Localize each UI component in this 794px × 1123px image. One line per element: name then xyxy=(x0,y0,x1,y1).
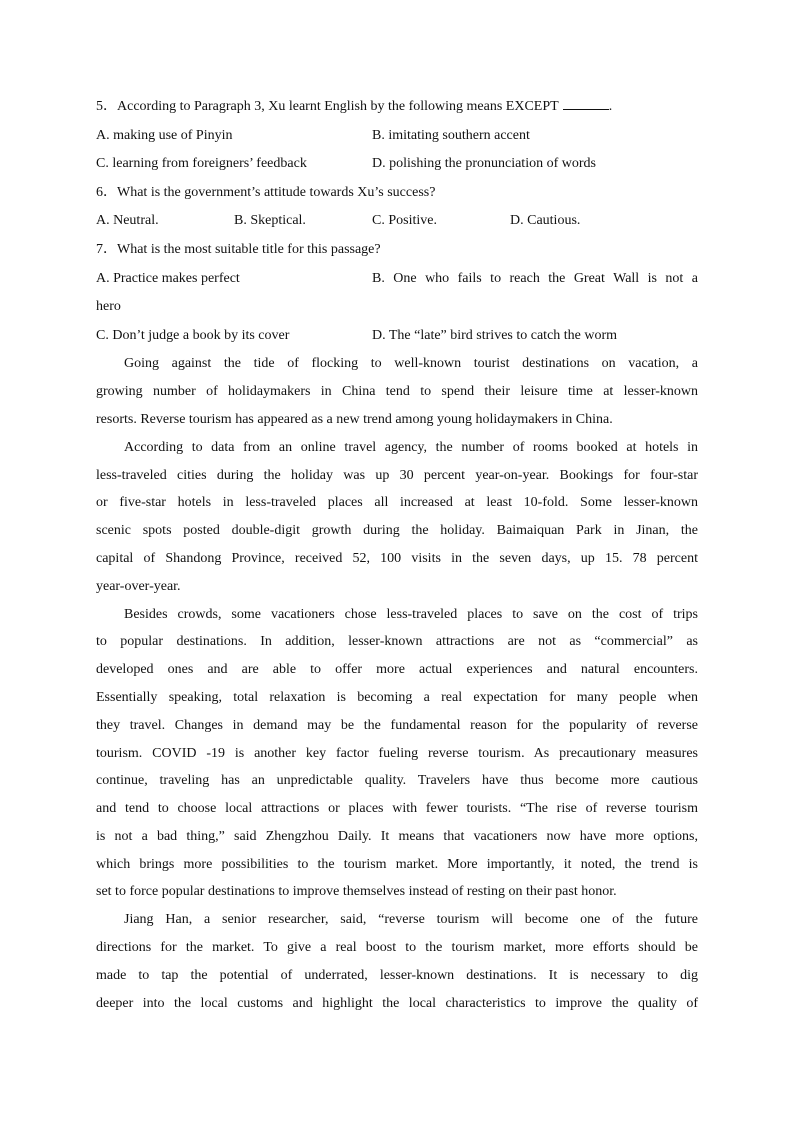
passage-line: Going against the tide of flocking to well-known tourist destinations on vacation, a xyxy=(124,356,698,372)
passage-line: year-over-year. xyxy=(96,578,181,594)
exam-page xyxy=(96,93,698,1017)
passage-line: Essentially speaking, total relaxation is becoming a real expectation for many people when xyxy=(96,689,698,705)
option-b: B. One who fails to reach the Great Wall is not a xyxy=(372,270,698,286)
passage-line: made to tap the potential of underrated, lesser-known destinations. It is necessary to dig xyxy=(96,967,698,983)
passage-line: directions for the market. To give a real boost to the tourism market, more efforts should be xyxy=(96,940,698,956)
passage-line: capital of Shandong Province, received 52, 100 visits in the seven days, up 15. 78 percent xyxy=(96,550,698,566)
passage-paragraph-2 xyxy=(96,434,698,601)
passage-line: growing number of holidaymakers in China tend to spend their leisure time at lesser-known xyxy=(96,384,698,400)
option-a: A. Neutral. xyxy=(96,213,159,229)
question-6 xyxy=(96,179,698,208)
question-5-options-row-1 xyxy=(96,122,698,151)
question-5 xyxy=(96,93,698,122)
passage-line: set to force popular destinations to improve themselves instead of resting on their past honor. xyxy=(96,884,617,900)
passage-line: or five-star hotels in less-traveled places all increased at least 10-fold. Some lesser-known xyxy=(96,495,698,511)
passage-paragraph-4 xyxy=(96,906,698,1017)
answer-blank xyxy=(563,97,609,110)
question-7-options-row-1 xyxy=(96,265,698,294)
passage-paragraph-3 xyxy=(96,601,698,907)
question-5-stem: 5．According to Paragraph 3, Xu learnt English by the following means EXCEPT xyxy=(96,99,559,114)
passage-line: resorts. Reverse tourism has appeared as a new trend among young holidaymakers in China. xyxy=(96,411,613,427)
option-c: C. Positive. xyxy=(372,213,437,229)
option-b-continued: hero xyxy=(96,299,121,315)
option-c: C. learning from foreigners’ feedback xyxy=(96,156,307,172)
option-a: A. Practice makes perfect xyxy=(96,270,240,286)
option-c: C. Don’t judge a book by its cover xyxy=(96,327,290,343)
option-a: A. making use of Pinyin xyxy=(96,127,233,143)
passage-line: According to data from an online travel agency, the number of rooms booked at hotels in xyxy=(124,439,698,455)
question-5-options-row-2 xyxy=(96,150,698,179)
passage-line: to popular destinations. In addition, lesser-known attractions are not as “commercial” as xyxy=(96,634,698,650)
passage-line: is not a bad thing,” said Zhengzhou Daily. It means that vacationers now have more options, xyxy=(96,828,698,844)
question-7-stem: 7．What is the most suitable title for this passage? xyxy=(96,241,381,257)
passage-paragraph-1 xyxy=(96,350,698,433)
option-d: D. Cautious. xyxy=(510,213,581,229)
question-6-stem: 6．What is the government’s attitude towards Xu’s success? xyxy=(96,184,436,200)
passage-line: deeper into the local customs and highlight the local characteristics to improve the quality of xyxy=(96,995,698,1011)
passage-line: which brings more possibilities to the tourism market. More importantly, it noted, the trend is xyxy=(96,856,698,872)
passage-line: Besides crowds, some vacationers chose less-traveled places to save on the cost of trips xyxy=(124,606,698,622)
passage-line: scenic spots posted double-digit growth during the holiday. Baimaiquan Park in Jinan, the xyxy=(96,523,698,539)
passage-line: they travel. Changes in demand may be the fundamental reason for the popularity of reverse xyxy=(96,717,698,733)
question-5-stem-suffix: . xyxy=(608,99,613,114)
option-b: B. Skeptical. xyxy=(234,213,306,229)
passage-line: developed ones and are able to offer more actual experiences and natural encounters. xyxy=(96,662,698,678)
passage-line: and tend to choose local attractions or places with fewer tourists. “The rise of reverse tourism xyxy=(96,801,698,817)
passage-line: continue, traveling has an unpredictable quality. Travelers have thus become more cautious xyxy=(96,773,698,789)
question-7-options-row-2 xyxy=(96,322,698,351)
question-7 xyxy=(96,236,698,265)
passage-line: tourism. COVID -19 is another key factor fueling reverse tourism. As precautionary measures xyxy=(96,745,698,761)
option-d: D. The “late” bird strives to catch the worm xyxy=(372,327,618,343)
passage-line: Jiang Han, a senior researcher, said, “reverse tourism will become one of the future xyxy=(124,912,698,928)
question-6-options xyxy=(96,207,698,236)
option-b: B. imitating southern accent xyxy=(372,127,530,143)
passage-line: less-traveled cities during the holiday was up 30 percent year-on-year. Bookings for four-star xyxy=(96,467,698,483)
option-d: D. polishing the pronunciation of words xyxy=(372,156,596,172)
